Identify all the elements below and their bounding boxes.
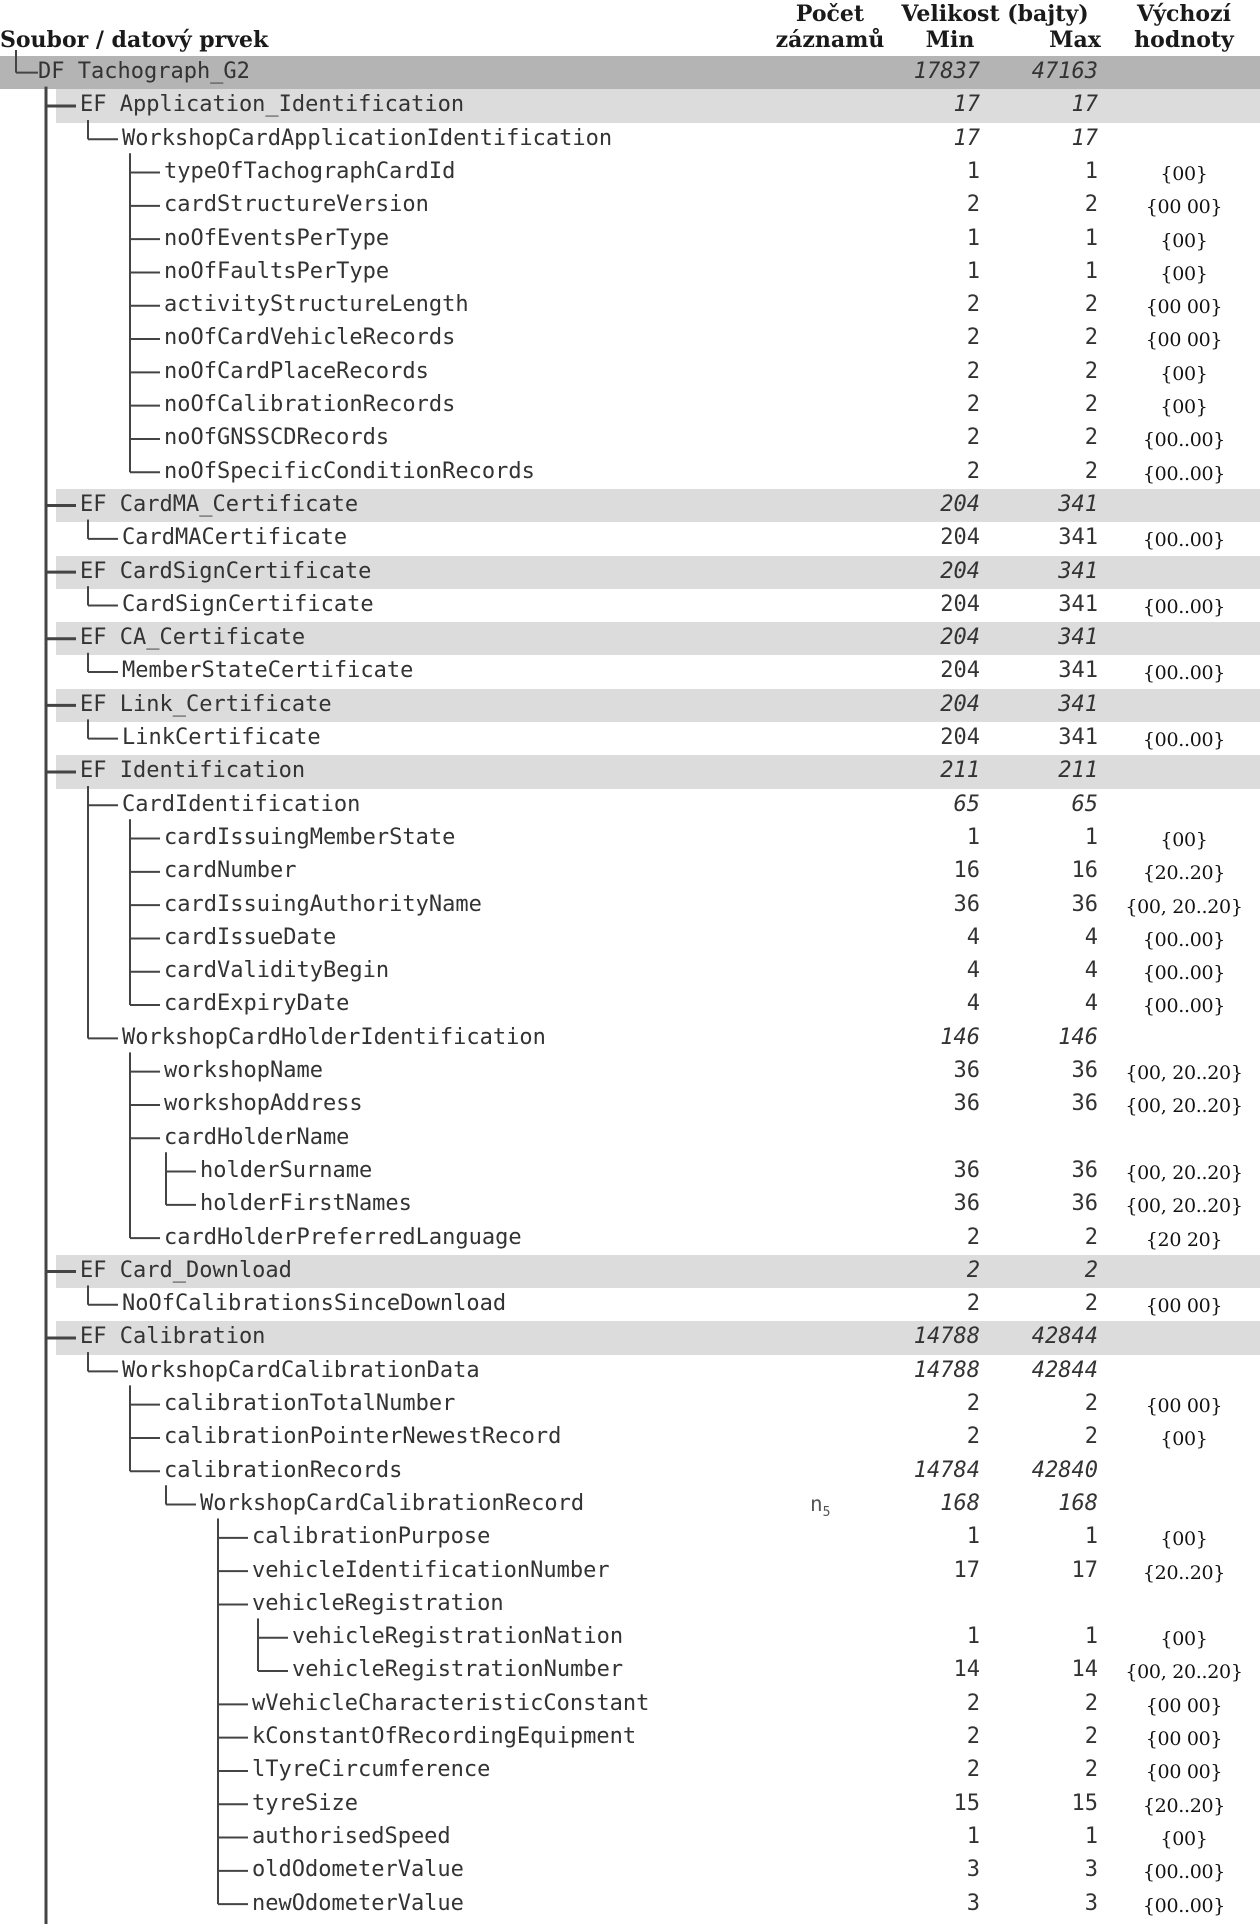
size-max: 4	[1084, 924, 1098, 950]
header-min: Min	[925, 27, 975, 53]
header-count-line1: Počet	[795, 1, 865, 27]
size-min: 36	[953, 891, 980, 917]
element-name: typeOfTachographCardId	[164, 158, 456, 184]
element-name: vehicleRegistrationNumber	[292, 1657, 624, 1683]
size-min: 17	[953, 92, 980, 118]
default-value: {00 00}	[1145, 1694, 1223, 1717]
element-name: MemberStateCertificate	[122, 658, 414, 684]
default-value: {00}	[1160, 1628, 1208, 1651]
element-name: vehicleRegistration	[252, 1590, 504, 1616]
size-min: 65	[953, 791, 980, 817]
size-min: 2	[966, 1757, 980, 1783]
default-value: {00, 20..20}	[1125, 1161, 1243, 1184]
header-default-line2: hodnoty	[1134, 27, 1234, 53]
element-name: newOdometerValue	[252, 1890, 464, 1916]
element-name: EF Identification	[80, 758, 306, 784]
header-max: Max	[1049, 27, 1101, 53]
header-default-line1: Výchozí	[1137, 1, 1231, 27]
size-max: 3	[1084, 1857, 1098, 1883]
default-value: {00}	[1160, 1528, 1208, 1551]
size-max: 36	[1071, 1091, 1098, 1117]
default-value: {00}	[1160, 1428, 1208, 1451]
element-name: workshopAddress	[164, 1091, 363, 1117]
default-value: {20..20}	[1142, 1794, 1226, 1817]
size-max: 211	[1058, 758, 1098, 784]
size-max: 3	[1084, 1890, 1098, 1916]
size-max: 341	[1058, 525, 1098, 551]
size-max: 341	[1058, 591, 1098, 617]
element-name: LinkCertificate	[122, 725, 321, 750]
size-min: 1	[966, 824, 980, 850]
default-value: {00..00}	[1142, 928, 1226, 951]
element-name: cardExpiryDate	[164, 991, 350, 1017]
size-min: 1	[966, 1823, 980, 1849]
size-min: 1	[966, 258, 980, 284]
size-max: 1	[1084, 824, 1098, 850]
size-min: 211	[940, 758, 980, 784]
size-max: 4	[1084, 991, 1098, 1017]
size-max: 1	[1084, 1624, 1098, 1650]
size-max: 4	[1084, 958, 1098, 984]
element-name: calibrationPurpose	[252, 1524, 491, 1550]
header-size: Velikost (bajty)	[901, 1, 1089, 27]
size-max: 65	[1071, 791, 1098, 817]
size-max: 42844	[1031, 1324, 1098, 1350]
element-name: EF CardSignCertificate	[80, 558, 372, 584]
element-name: calibrationRecords	[164, 1457, 403, 1483]
size-min: 204	[940, 625, 980, 651]
size-max: 36	[1071, 1191, 1098, 1217]
size-min: 2	[966, 458, 980, 484]
size-max: 1	[1084, 158, 1098, 184]
size-max: 42844	[1031, 1357, 1098, 1383]
element-name: lTyreCircumference	[252, 1757, 491, 1783]
size-max: 17	[1071, 92, 1098, 118]
size-max: 341	[1058, 625, 1098, 651]
size-min: 1	[966, 225, 980, 251]
default-value: {00, 20..20}	[1125, 895, 1243, 918]
default-value: {00..00}	[1142, 995, 1226, 1018]
size-min: 3	[966, 1857, 980, 1883]
size-max: 2	[1084, 392, 1098, 417]
size-max: 2	[1084, 1424, 1098, 1450]
size-min: 146	[940, 1024, 980, 1050]
element-name: CardSignCertificate	[122, 591, 374, 617]
size-min: 168	[940, 1490, 980, 1516]
size-min: 2	[966, 325, 980, 351]
element-name: oldOdometerValue	[252, 1857, 464, 1883]
size-max: 2	[1084, 458, 1098, 484]
size-min: 17	[953, 125, 980, 151]
size-max: 2	[1084, 1291, 1098, 1317]
element-name: cardHolderName	[164, 1124, 350, 1150]
element-name: WorkshopCardCalibrationData	[122, 1357, 480, 1383]
size-max: 341	[1058, 725, 1098, 750]
element-name: WorkshopCardHolderIdentification	[122, 1024, 546, 1050]
element-name: NoOfCalibrationsSinceDownload	[122, 1291, 507, 1317]
size-max: 146	[1058, 1024, 1098, 1050]
element-name: workshopName	[164, 1058, 323, 1083]
size-max: 2	[1084, 1757, 1098, 1783]
size-max: 2	[1084, 1724, 1098, 1749]
size-max: 47163	[1031, 59, 1098, 84]
size-min: 14788	[913, 1324, 980, 1350]
element-name: noOfGNSSCDRecords	[164, 425, 390, 451]
record-count: $n_5$	[810, 1491, 831, 1521]
size-min: 17837	[913, 59, 980, 84]
size-min: 2	[966, 1690, 980, 1716]
element-name: vehicleIdentificationNumber	[252, 1557, 610, 1583]
size-min: 36	[953, 1191, 980, 1217]
size-max: 36	[1071, 1058, 1098, 1083]
element-name: cardStructureVersion	[164, 192, 429, 218]
size-max: 168	[1058, 1490, 1098, 1516]
element-name: CardMACertificate	[122, 525, 348, 551]
default-value: {00..00}	[1142, 529, 1226, 552]
default-value: {00 00}	[1145, 1728, 1223, 1750]
size-min: 204	[940, 525, 980, 551]
size-max: 2	[1084, 1391, 1098, 1416]
size-min: 2	[966, 1291, 980, 1317]
default-value: {00}	[1160, 262, 1208, 285]
element-name: noOfSpecificConditionRecords	[164, 458, 535, 484]
default-value: {00}	[1160, 1827, 1208, 1850]
size-min: 204	[940, 725, 980, 750]
default-value: {20..20}	[1142, 862, 1226, 885]
size-max: 36	[1071, 891, 1098, 917]
element-name: cardHolderPreferredLanguage	[164, 1224, 522, 1250]
header-count-line2: záznamů	[775, 27, 885, 53]
default-value: {00..00}	[1142, 1894, 1226, 1917]
size-min: 2	[966, 392, 980, 417]
size-max: 1	[1084, 225, 1098, 251]
size-min: 36	[953, 1091, 980, 1117]
size-min: 15	[953, 1790, 980, 1816]
size-min: 14784	[913, 1457, 980, 1483]
default-value: {00 00}	[1145, 296, 1223, 319]
size-min: 1	[966, 1624, 980, 1650]
size-min: 36	[953, 1058, 980, 1083]
element-name: WorkshopCardCalibrationRecord	[200, 1490, 585, 1516]
default-value: {00..00}	[1142, 462, 1226, 485]
size-max: 2	[1084, 1690, 1098, 1716]
size-min: 36	[953, 1157, 980, 1183]
element-name: cardValidityBegin	[164, 958, 390, 984]
element-name: holderFirstNames	[200, 1191, 412, 1217]
size-min: 2	[966, 1257, 980, 1283]
size-min: 14	[953, 1657, 980, 1683]
size-min: 3	[966, 1890, 980, 1916]
size-max: 2	[1084, 192, 1098, 218]
element-name: cardIssuingMemberState	[164, 824, 456, 850]
element-name: EF Link_Certificate	[80, 691, 332, 717]
size-max: 1	[1084, 1823, 1098, 1849]
size-min: 2	[966, 292, 980, 318]
element-name: noOfCardVehicleRecords	[164, 325, 456, 351]
size-min: 4	[966, 924, 980, 950]
element-name: DF Tachograph_G2	[38, 59, 250, 84]
element-name: kConstantOfRecordingEquipment	[252, 1724, 637, 1749]
default-value: {00, 20..20}	[1125, 1095, 1243, 1118]
default-value: {00, 20..20}	[1125, 1661, 1243, 1684]
default-value: {00..00}	[1142, 729, 1226, 751]
size-min: 1	[966, 1524, 980, 1550]
header-element: Soubor / datový prvek	[0, 27, 269, 53]
size-max: 42840	[1031, 1457, 1098, 1483]
default-value: {00}	[1160, 396, 1208, 418]
default-value: {00 00}	[1145, 1395, 1223, 1417]
element-name: noOfCardPlaceRecords	[164, 358, 429, 384]
size-min: 4	[966, 958, 980, 984]
size-max: 2	[1084, 425, 1098, 451]
size-min: 2	[966, 358, 980, 384]
element-name: cardNumber	[164, 858, 297, 884]
default-value: {00 00}	[1145, 329, 1223, 352]
element-name: EF Card_Download	[80, 1257, 292, 1283]
element-name: noOfEventsPerType	[164, 225, 390, 251]
default-value: {00 00}	[1145, 196, 1223, 219]
default-value: {00}	[1160, 362, 1208, 385]
size-max: 16	[1071, 858, 1098, 884]
default-value: {00}	[1160, 162, 1208, 185]
default-value: {00..00}	[1142, 595, 1226, 618]
element-name: noOfFaultsPerType	[164, 258, 390, 284]
default-value: {00..00}	[1142, 429, 1226, 452]
element-name: wVehicleCharacteristicConstant	[252, 1690, 650, 1716]
size-min: 2	[966, 1224, 980, 1250]
element-name: calibrationTotalNumber	[164, 1391, 456, 1416]
size-max: 14	[1071, 1657, 1098, 1683]
size-max: 341	[1058, 691, 1098, 717]
element-name: CardIdentification	[122, 791, 361, 817]
size-min: 16	[953, 858, 980, 884]
element-name: noOfCalibrationRecords	[164, 392, 456, 417]
size-max: 2	[1084, 358, 1098, 384]
size-max: 2	[1084, 325, 1098, 351]
element-name: vehicleRegistrationNation	[292, 1624, 624, 1650]
size-min: 2	[966, 192, 980, 218]
size-min: 204	[940, 691, 980, 717]
size-max: 2	[1084, 1257, 1098, 1283]
default-value: {00..00}	[1142, 662, 1226, 685]
size-min: 2	[966, 1424, 980, 1450]
size-min: 2	[966, 1391, 980, 1416]
element-name: cardIssuingAuthorityName	[164, 891, 482, 917]
size-max: 15	[1071, 1790, 1098, 1816]
size-max: 1	[1084, 1524, 1098, 1550]
size-min: 2	[966, 425, 980, 451]
default-value: {00}	[1160, 828, 1208, 851]
element-name: cardIssueDate	[164, 924, 337, 950]
default-value: {00, 20..20}	[1125, 1195, 1243, 1218]
size-min: 204	[940, 591, 980, 617]
element-name: holderSurname	[200, 1157, 373, 1183]
default-value: {20 20}	[1145, 1228, 1223, 1251]
default-value: {00 00}	[1145, 1295, 1223, 1318]
size-max: 341	[1058, 491, 1098, 517]
element-name: EF Calibration	[80, 1324, 266, 1350]
size-max: 341	[1058, 658, 1098, 684]
size-min: 4	[966, 991, 980, 1017]
default-value: {00, 20..20}	[1125, 1062, 1243, 1084]
element-name: tyreSize	[252, 1790, 358, 1816]
default-value: {20..20}	[1142, 1561, 1226, 1584]
default-value: {00..00}	[1142, 1861, 1226, 1884]
element-name: EF Application_Identification	[80, 92, 465, 118]
size-max: 17	[1071, 1557, 1098, 1583]
element-name: activityStructureLength	[164, 292, 469, 318]
size-min: 1	[966, 158, 980, 184]
default-value: {00 00}	[1145, 1761, 1223, 1784]
element-name: calibrationPointerNewestRecord	[164, 1424, 562, 1450]
size-min: 17	[953, 1557, 980, 1583]
size-max: 341	[1058, 558, 1098, 584]
size-min: 14788	[913, 1357, 980, 1383]
element-name: EF CardMA_Certificate	[80, 491, 359, 517]
size-max: 1	[1084, 258, 1098, 284]
size-min: 204	[940, 491, 980, 517]
size-max: 2	[1084, 1224, 1098, 1250]
size-max: 36	[1071, 1157, 1098, 1183]
element-name: WorkshopCardApplicationIdentification	[122, 125, 613, 151]
default-value: {00..00}	[1142, 962, 1226, 985]
default-value: {00}	[1160, 229, 1208, 252]
size-min: 204	[940, 558, 980, 584]
element-name: authorisedSpeed	[252, 1823, 451, 1849]
size-max: 17	[1071, 125, 1098, 151]
element-name: EF CA_Certificate	[80, 625, 306, 651]
size-min: 2	[966, 1724, 980, 1749]
size-max: 2	[1084, 292, 1098, 318]
size-min: 204	[940, 658, 980, 684]
